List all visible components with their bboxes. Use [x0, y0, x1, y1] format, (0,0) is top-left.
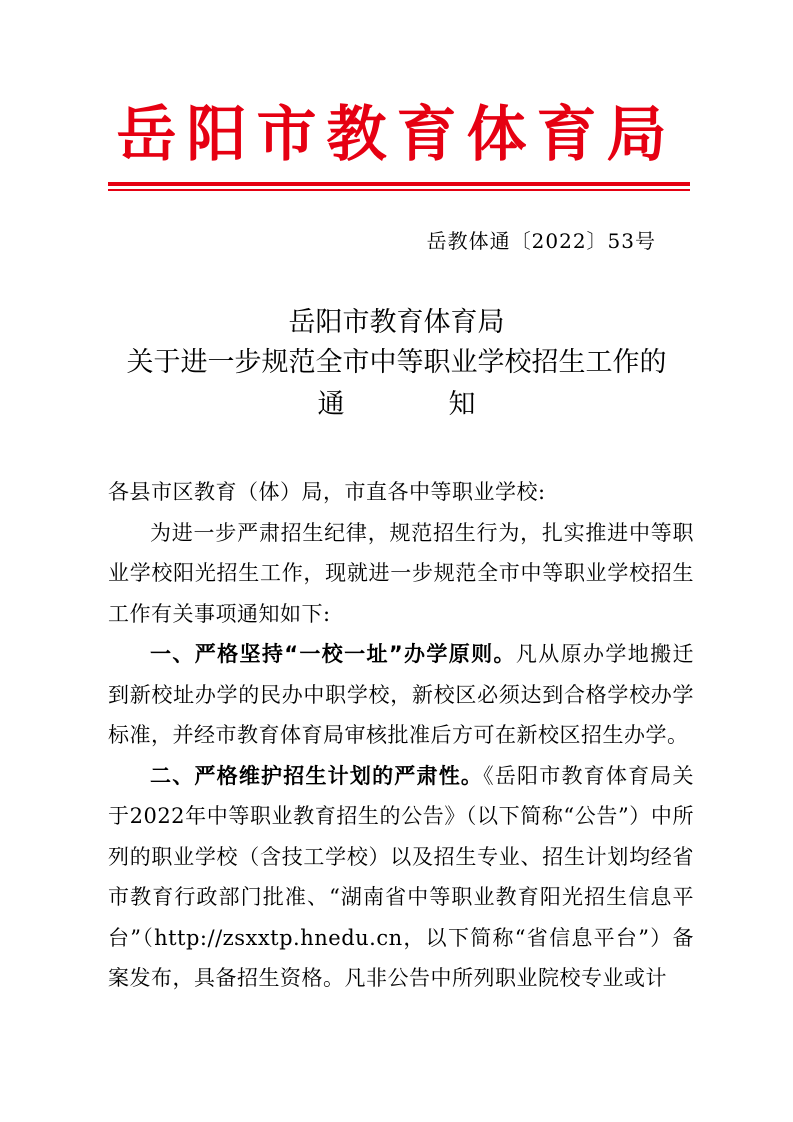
salutation: 各县市区教育（体）局，市直各中等职业学校: [108, 480, 546, 504]
intro-paragraph: 为进一步严肃招生纪律，规范招生行为，扎实推进中等职业学校阳光招生工作，现就进一步规范全市中等职业学校招生工作有关事项通知如下: [108, 520, 694, 626]
document-number: 岳教体通〔2022〕53号 [426, 229, 656, 253]
item-1-paragraph [108, 634, 694, 756]
item-2-heading: 二、严格维护招生计划的严肃性。 [150, 763, 484, 788]
document-body [108, 472, 694, 999]
item-1-text: 凡从原办学地搬迁到新校址办学的民办中职学校，新校区必须达到合格学校办学标准，并经市教育体育局审核批准后方可在新校区招生办学。 [108, 642, 694, 747]
item-2-paragraph [108, 756, 694, 999]
masthead-rule-thin [108, 189, 690, 191]
title-line-1: 岳阳市教育体育局 [288, 307, 505, 338]
title-line-3-part-b: 知 [448, 389, 476, 420]
item-2-text: 《岳阳市教育体育局关于2022年中等职业教育招生的公告》（以下简称“公告”）中所列的职业学校（含技工学校）以及招生专业、招生计划均经省市教育行政部门批准、“湖南省中等职业教育阳光招生信息平台”（http://zsxxtp.hnedu.cn，以下简称“省信息平台”）备案发布，具备招生资格。凡非公告中所列职业院校专业或计 [108, 763, 694, 990]
title-line-2: 关于进一步规范全市中等职业学校招生工作的 [126, 347, 667, 378]
masthead-title: 岳阳市教育体育局 [116, 100, 677, 170]
title-line-3 [60, 385, 733, 425]
masthead-rule-thick [108, 182, 690, 186]
title-line-3-part-a: 通 [317, 389, 345, 420]
item-1-heading: 一、严格坚持“一校一址”办学原则。 [150, 642, 516, 666]
